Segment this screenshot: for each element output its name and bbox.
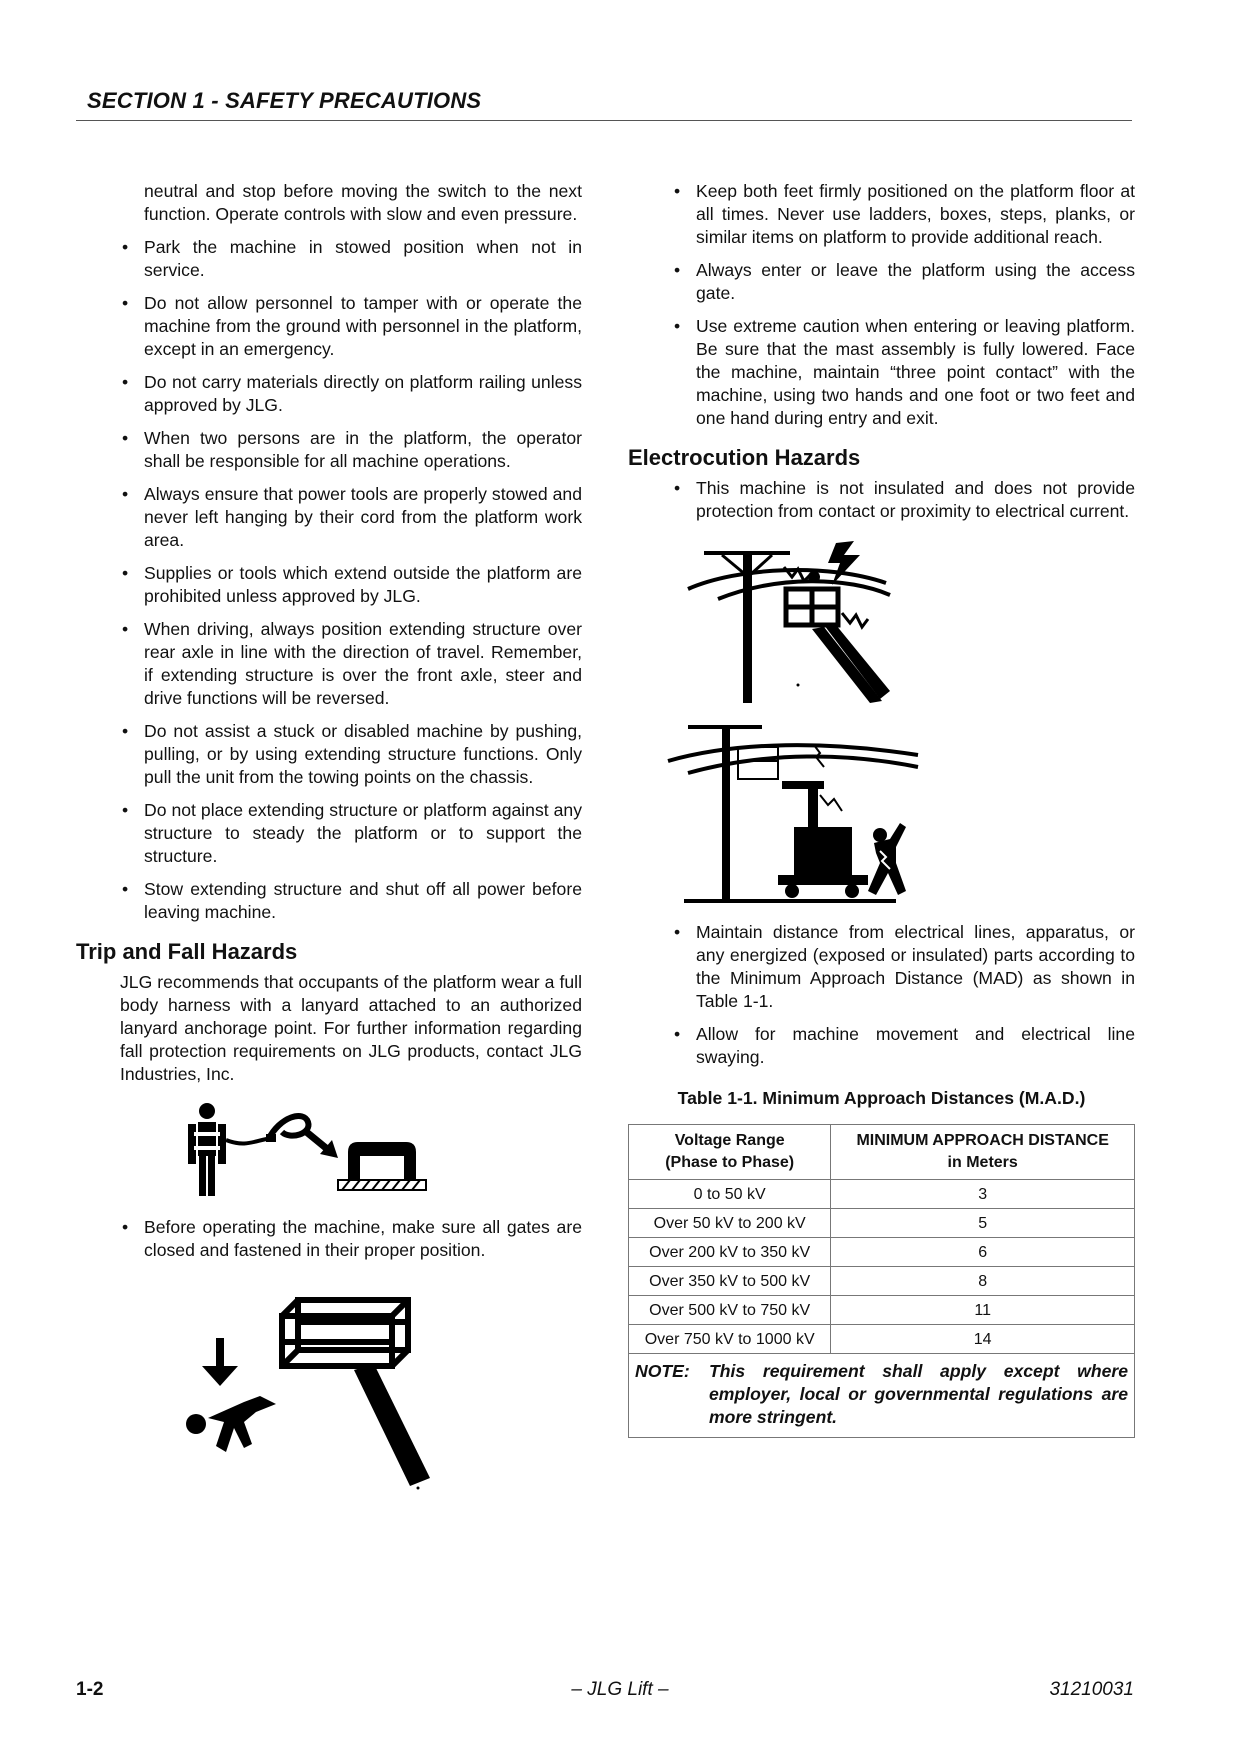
power-line-vehicle-illustration <box>628 711 1135 907</box>
table-row: Over 200 kV to 350 kV 6 <box>629 1238 1135 1267</box>
harness-lanyard-illustration <box>76 1096 582 1200</box>
list-item: • Always ensure that power tools are properly stowed and never left hanging by their cord from the platform work area. <box>122 484 582 550</box>
document-number: 31210031 <box>1049 1679 1134 1700</box>
list-item: • Before operating the machine, make sure all gates are closed and fastened in their proper position. <box>122 1217 582 1260</box>
electrocution-heading: Electrocution Hazards <box>628 445 861 470</box>
mad-table <box>628 1124 1135 1438</box>
list-item: • Supplies or tools which extend outside the platform are prohibited unless approved by JLG. <box>122 563 582 606</box>
trip-fall-heading: Trip and Fall Hazards <box>76 939 298 964</box>
trip-fall-paragraph: JLG recommends that occupants of the platform wear a full body harness with a lanyard attached to an authorized lanyard anchorage point. For further information regarding fall protection requirements on JLG products, contact JLG Industries, Inc. <box>120 972 582 1084</box>
note-label: NOTE: <box>635 1361 690 1381</box>
list-item: • Always enter or leave the platform using the access gate. <box>674 260 1135 303</box>
column-header-voltage: Voltage Range (Phase to Phase) <box>629 1125 831 1180</box>
header-rule <box>76 120 1132 121</box>
list-item: • Stow extending structure and shut off all power before leaving machine. <box>122 879 582 922</box>
list-item: • Use extreme caution when entering or leaving platform. Be sure that the mast assembly is fully lowered. Face the machine, maintain “three point contact” with the machine, using two hands and one foot or two feet and one hand during entry and exit. <box>674 316 1135 428</box>
gates-bullet-list <box>76 1216 582 1262</box>
list-item: • Keep both feet firmly positioned on the platform floor at all times. Never use ladders, boxes, steps, planks, or similar items on platform to provide additional reach. <box>674 181 1135 247</box>
list-item: • Park the machine in stowed position when not in service. <box>122 237 582 280</box>
table-row: Over 500 kV to 750 kV 11 <box>629 1296 1135 1325</box>
list-item: • Allow for machine movement and electrical line swaying. <box>674 1024 1135 1067</box>
section-title: SECTION 1 - SAFETY PRECAUTIONS <box>87 88 482 113</box>
table-row: Over 350 kV to 500 kV 8 <box>629 1267 1135 1296</box>
left-bullet-list <box>76 236 582 924</box>
table-row: 0 to 50 kV 3 <box>629 1180 1135 1209</box>
right-column <box>628 180 1135 1438</box>
column-header-distance: MINIMUM APPROACH DISTANCE in Meters <box>831 1125 1135 1180</box>
footer-brand: – JLG Lift – <box>571 1679 669 1700</box>
list-item: • When two persons are in the platform, the operator shall be responsible for all machine operations. <box>122 428 582 471</box>
electro-bullet-list <box>628 477 1135 523</box>
note-text: This requirement shall apply except where employer, local or governmental regulations are more stringent. <box>709 1361 1128 1427</box>
table-row: Over 50 kV to 200 kV 5 <box>629 1209 1135 1238</box>
table-header-row <box>629 1125 1135 1180</box>
intro-continuation: neutral and stop before moving the switch to the next function. Operate controls with slow and even pressure. <box>144 181 582 224</box>
page-number: 1-2 <box>76 1679 104 1700</box>
table-row: Over 750 kV to 1000 kV 14 <box>629 1325 1135 1354</box>
list-item: • Do not carry materials directly on platform railing unless approved by JLG. <box>122 372 582 415</box>
fall-hazard-illustration <box>76 1272 582 1500</box>
list-item: • Do not assist a stuck or disabled machine by pushing, pulling, or by using extending structure functions. Only pull the unit from the towing points on the chassis. <box>122 721 582 787</box>
list-item: • Do not allow personnel to tamper with or operate the machine from the ground with personnel in the platform, except in an emergency. <box>122 293 582 359</box>
left-column <box>76 180 582 1500</box>
power-line-platform-illustration <box>628 533 1135 711</box>
list-item: • Maintain distance from electrical lines, apparatus, or any energized (exposed or insulated) parts according to the Minimum Approach Distance (MAD) as shown in Table 1-1. <box>674 922 1135 1011</box>
table-note-row <box>629 1354 1135 1438</box>
list-item: • Do not place extending structure or platform against any structure to steady the platform or to support the structure. <box>122 800 582 866</box>
table-caption: Table 1-1. Minimum Approach Distances (M.A.D.) <box>677 1088 1086 1108</box>
list-item: • This machine is not insulated and does not provide protection from contact or proximity to electrical current. <box>674 478 1135 521</box>
list-item: • When driving, always position extending structure over rear axle in line with the direction of travel. Remember, if extending structure is over the front axle, steer and drive functions will be reversed. <box>122 619 582 708</box>
right-bullet-list-bottom <box>628 921 1135 1069</box>
right-bullet-list-top <box>628 180 1135 430</box>
